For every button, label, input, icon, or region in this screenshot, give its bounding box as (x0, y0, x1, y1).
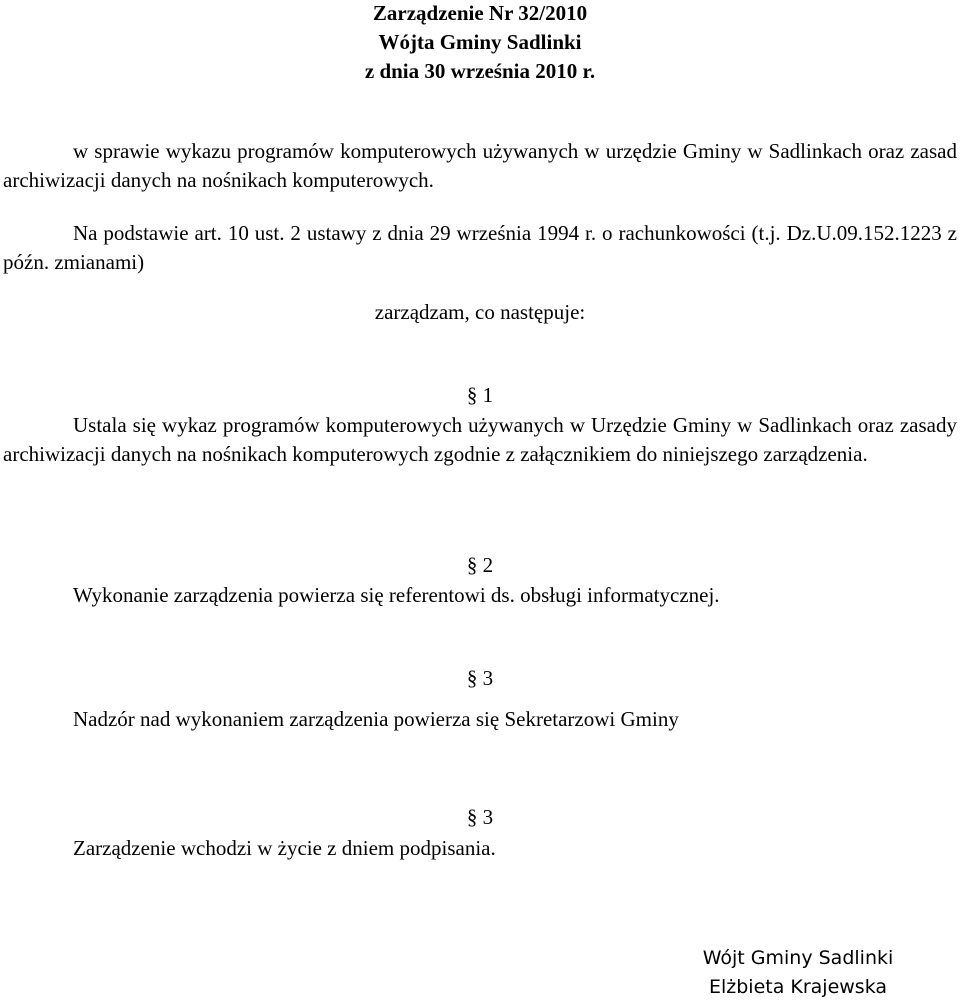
paragraph-mark-2: § 2 (466, 553, 494, 577)
header-title: Zarządzenie Nr 32/2010 (372, 1, 588, 25)
paragraph-text-2: Wykonanie zarządzenia powierza się referentowi ds. obsługi informatycznej. (73, 583, 720, 607)
paragraph-text-3: Nadzór nad wykonaniem zarządzenia powierza się Sekretarzowi Gminy (73, 707, 679, 731)
signature-name: Elżbieta Krajewska (708, 976, 888, 998)
decree-phrase: zarządzam, co następuje: (374, 300, 586, 324)
header-issuer: Wójta Gminy Sadlinki (378, 30, 582, 54)
paragraph-mark-3: § 3 (466, 666, 494, 690)
signature-block (668, 944, 928, 1002)
legal-basis: Na podstawie art. 10 ust. 2 ustawy z dnia 29 września 1994 r. o rachunkowości (t.j. Dz.U.09.152.1223 z późn. zmianami) (3, 221, 957, 274)
paragraph-mark-4: § 3 (466, 805, 494, 829)
document-header (0, 0, 960, 86)
paragraph-mark-1: § 1 (466, 383, 494, 407)
document-subject: w sprawie wykazu programów komputerowych używanych w urzędzie Gminy w Sadlinkach oraz zasad archiwizacji danych na nośnikach komputerowych. (3, 139, 957, 192)
paragraph-text-1: Ustala się wykaz programów komputerowych używanych w Urzędzie Gminy w Sadlinkach oraz zasady archiwizacji danych na nośnikach komputerowych zgodnie z załącznikiem do niniejszego zarządzenia. (3, 413, 957, 466)
header-date: z dnia 30 września 2010 r. (364, 59, 596, 83)
paragraph-text-4: Zarządzenie wchodzi w życie z dniem podpisania. (73, 836, 496, 860)
signature-title: Wójt Gminy Sadlinki (702, 947, 894, 969)
